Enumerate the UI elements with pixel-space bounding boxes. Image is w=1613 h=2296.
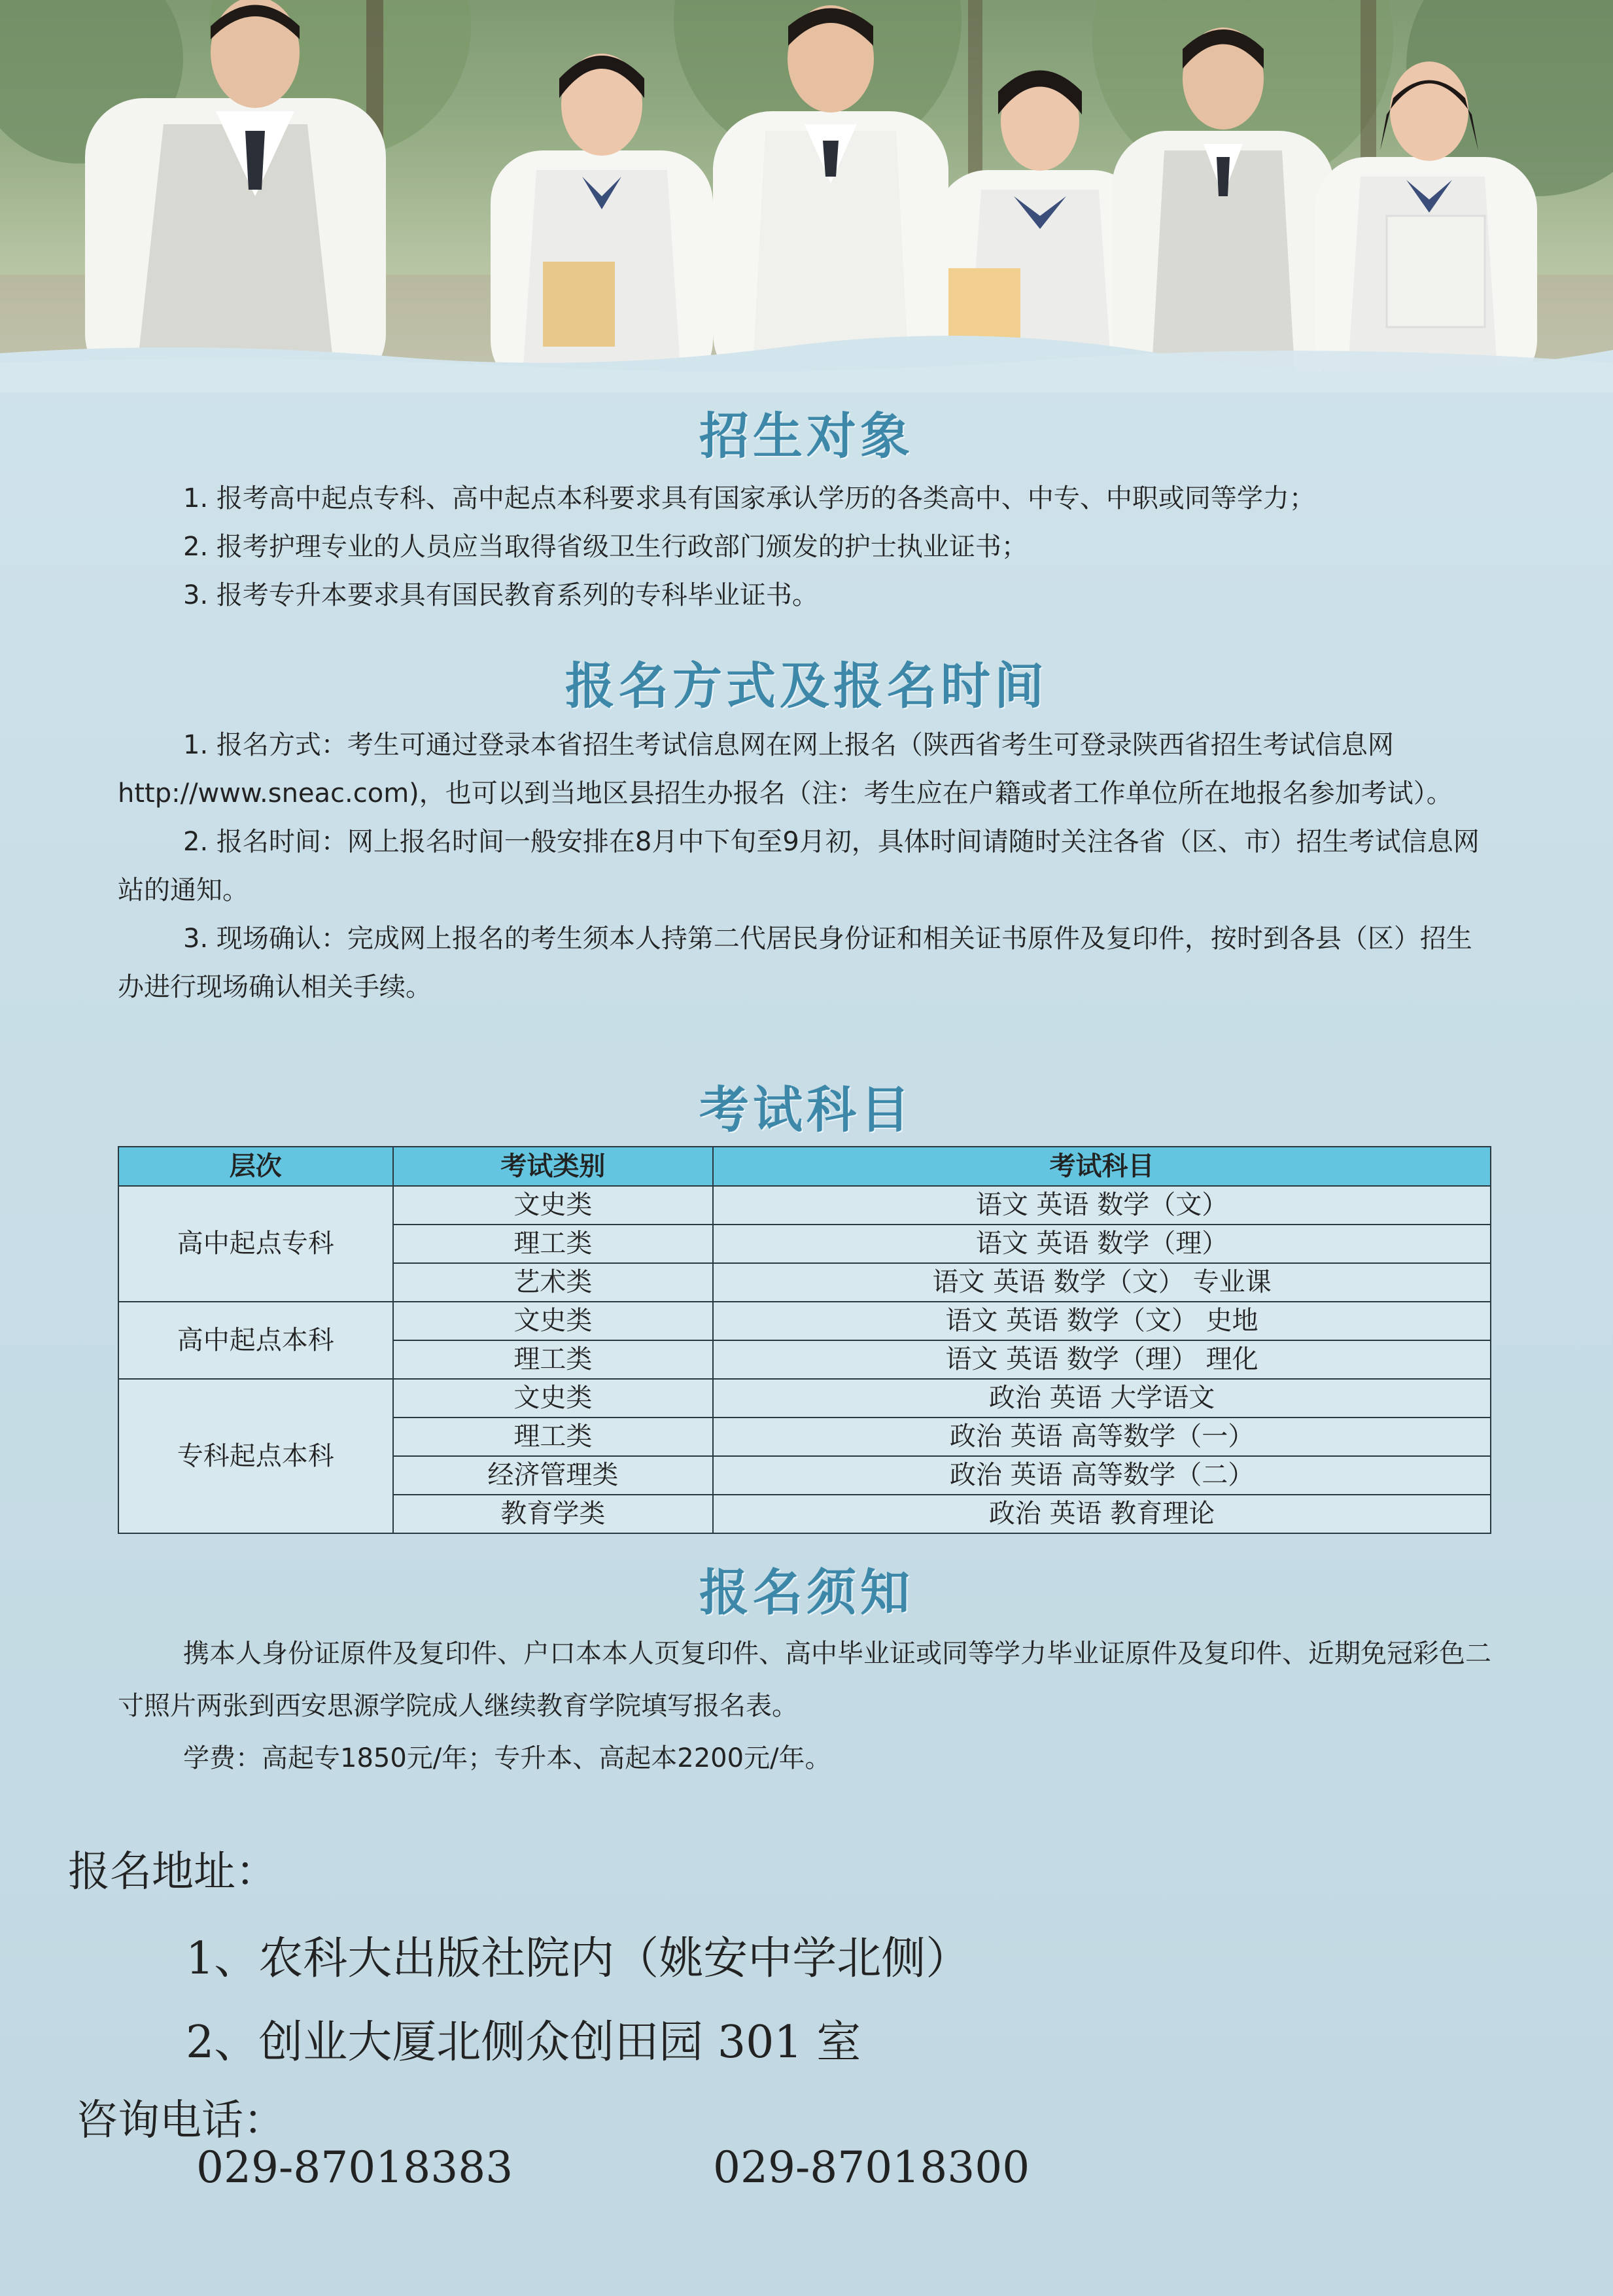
hero-photo xyxy=(0,0,1613,392)
subjects-cell: 政治 英语 高等数学（一） xyxy=(713,1418,1491,1456)
subjects-cell: 语文 英语 数学（文） xyxy=(713,1186,1491,1225)
phone-number: 029-87018383 xyxy=(196,2142,513,2193)
hero-wave-divider xyxy=(0,327,1613,392)
category-cell: 理工类 xyxy=(393,1340,714,1379)
notice-block xyxy=(118,1627,1491,1784)
category-cell: 教育学类 xyxy=(393,1495,714,1533)
contact-label: 咨询电话： xyxy=(76,2096,285,2145)
level-cell: 高中起点本科 xyxy=(118,1302,393,1379)
header-level: 层次 xyxy=(118,1147,393,1186)
category-cell: 经济管理类 xyxy=(393,1456,714,1495)
category-cell: 文史类 xyxy=(393,1379,714,1418)
target-item: 1. 报考高中起点专科、高中起点本科要求具有国家承认学历的各类高中、中专、中职或同等学力； xyxy=(183,483,1315,513)
section-title-registration: 报名方式及报名时间 xyxy=(565,657,1048,715)
section-title-exam: 考试科目 xyxy=(699,1081,914,1139)
category-cell: 理工类 xyxy=(393,1418,714,1456)
table-row xyxy=(118,1186,1491,1225)
registration-item: 1. 报名方式：考生可通过登录本省招生考试信息网在网上报名（陕西省考生可登录陕西省招生考试信息网http://www.sneac.com)，也可以到当地区县招生办报名（注：考生应在户籍或者工作单位所在地报名参加考试）。 xyxy=(118,730,1453,809)
target-item: 2. 报考护理专业的人员应当取得省级卫生行政部门颁发的护士执业证书； xyxy=(183,532,1028,562)
category-cell: 理工类 xyxy=(393,1225,714,1263)
subjects-cell: 政治 英语 高等数学（二） xyxy=(713,1456,1491,1495)
header-subjects: 考试科目 xyxy=(713,1147,1491,1186)
notice-text: 携本人身份证原件及复印件、户口本本人页复印件、高中毕业证或同等学力毕业证原件及复印件、近期免冠彩色二寸照片两张到西安思源学院成人继续教育学院填写报名表。 xyxy=(118,1639,1491,1721)
address-item: 2、创业大厦北侧众创田园 301 室 xyxy=(186,2017,861,2068)
table-row xyxy=(118,1302,1491,1340)
target-item: 3. 报考专升本要求具有国民教育系列的专科毕业证书。 xyxy=(183,580,818,610)
registration-item: 2. 报名时间：网上报名时间一般安排在8月中下旬至9月初，具体时间请随时关注各省（区、市）招生考试信息网站的通知。 xyxy=(118,827,1480,905)
category-cell: 文史类 xyxy=(393,1302,714,1340)
subjects-cell: 语文 英语 数学（理） xyxy=(713,1225,1491,1263)
target-list xyxy=(183,474,1491,619)
section-title-notice: 报名须知 xyxy=(699,1563,914,1622)
registration-list xyxy=(118,721,1491,1011)
subjects-cell: 语文 英语 数学（理） 理化 xyxy=(713,1340,1491,1379)
registration-item: 3. 现场确认：完成网上报名的考生须本人持第二代居民身份证和相关证书原件及复印件，按时到各县（区）招生办进行现场确认相关手续。 xyxy=(118,924,1472,1002)
level-cell: 高中起点专科 xyxy=(118,1186,393,1302)
section-title-target: 招生对象 xyxy=(699,407,914,465)
fee-text: 学费：高起专1850元/年；专升本、高起本2200元/年。 xyxy=(183,1743,831,1773)
address-item: 1、农科大出版社院内（姚安中学北侧） xyxy=(186,1933,971,1985)
subjects-cell: 政治 英语 大学语文 xyxy=(713,1379,1491,1418)
subjects-cell: 语文 英语 数学（文） 专业课 xyxy=(713,1263,1491,1302)
table-row xyxy=(118,1379,1491,1418)
category-cell: 文史类 xyxy=(393,1186,714,1225)
exam-subjects-table xyxy=(118,1146,1491,1534)
address-label: 报名地址： xyxy=(68,1848,277,1896)
phone-number: 029-87018300 xyxy=(713,2142,1030,2193)
subjects-cell: 政治 英语 教育理论 xyxy=(713,1495,1491,1533)
subjects-cell: 语文 英语 数学（文） 史地 xyxy=(713,1302,1491,1340)
level-cell: 专科起点本科 xyxy=(118,1379,393,1533)
header-category: 考试类别 xyxy=(393,1147,714,1186)
category-cell: 艺术类 xyxy=(393,1263,714,1302)
table-header-row xyxy=(118,1147,1491,1186)
